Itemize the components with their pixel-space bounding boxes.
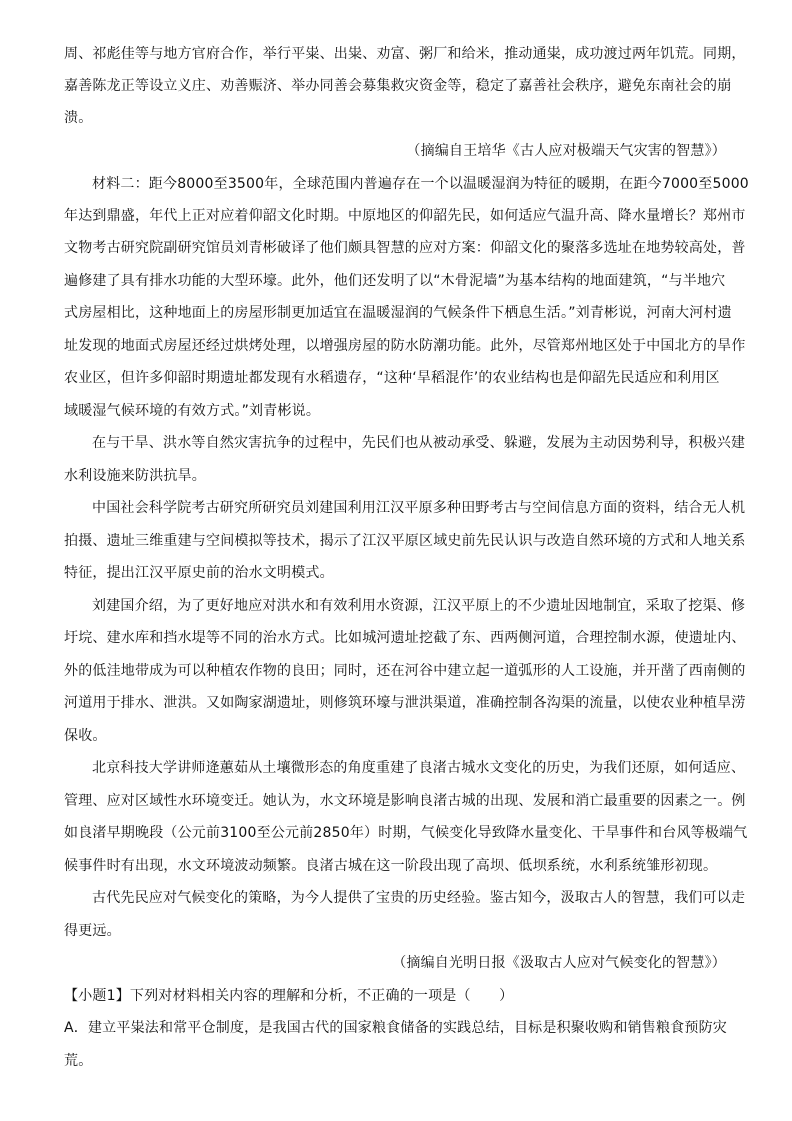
question-stem: 【小题1】下列对材料相关内容的理解和分析，不正确的一项是（ ）: [64, 988, 514, 1004]
body-line: 北京科技大学讲师逄蕙茹从土壤微形态的角度重建了良渚古城水文变化的历史，为我们还原，如何适应、: [92, 760, 746, 776]
source-citation: （摘编自王培华《古人应对极端天气灾害的智慧》）: [406, 143, 726, 159]
body-line: 中国社会科学院考古研究所研究员刘建国利用江汉平原多种田野考古与空间信息方面的资料，结合无人机: [92, 500, 746, 516]
body-line: 文物考古研究院副研究馆员刘青彬破译了他们颇具智慧的应对方案：仰韶文化的聚落多选址在地势较高处，普: [64, 240, 746, 256]
body-line: 式房屋相比，这种地面上的房屋形制更加适宜在温暖湿润的气候条件下栖息生活。”刘青彬说，河南大河村遗: [64, 305, 732, 321]
answer-option-a-continued: 荒。: [64, 1053, 93, 1069]
body-line: 农业区，但许多仰韶时期遗址都发现有水稻遗存，“这种‘旱稻混作’的农业结构也是仰韶先民适应和利用区: [64, 370, 720, 386]
body-line: 外的低洼地带成为可以种植农作物的良田；同时，还在河谷中建立起一道弧形的人工设施，并开凿了西南侧的: [64, 663, 746, 679]
body-line: 河道用于排水、泄洪。又如陶家湖遗址，则修筑环壕与泄洪渠道，准确控制各沟渠的流量，以使农业种植旱涝: [64, 695, 746, 711]
body-line: 在与干旱、洪水等自然灾害抗争的过程中，先民们也从被动承受、躲避，发展为主动因势利导，积极兴建: [92, 435, 746, 451]
body-line: 特征，提出江汉平原史前的治水文明模式。: [64, 565, 334, 581]
body-line: 材料二：距今8000至3500年，全球范围内普遍存在一个以温暖湿润为特征的暖期，在距今7000至5000: [92, 176, 749, 192]
body-line: 古代先民应对气候变化的策略，为今人提供了宝贵的历史经验。鉴古知今，汲取古人的智慧，我们可以走: [92, 890, 746, 906]
body-line: 水利设施来防洪抗旱。: [64, 468, 206, 484]
body-line: 保收。: [64, 728, 107, 744]
source-citation: （摘编自光明日报《汲取古人应对气候变化的智慧》）: [392, 955, 726, 971]
body-line: 刘建国介绍，为了更好地应对洪水和有效利用水资源，江汉平原上的不少遗址因地制宜，采取了挖渠、修: [92, 598, 746, 614]
body-line: 得更远。: [64, 923, 121, 939]
body-line: 管理、应对区域性水环境变迁。她认为，水文环境是影响良渚古城的出现、发展和消亡最重要的因素之一。例: [64, 793, 746, 809]
body-line: 年达到鼎盛，年代上正对应着仰韶文化时期。中原地区的仰韶先民，如何适应气温升高、降水量增长？郑州市: [64, 208, 746, 224]
body-line: 址发现的地面式房屋还经过烘烤处理，以增强房屋的防水防潮功能。此外，尽管郑州地区处于中国北方的旱作: [64, 338, 746, 354]
body-line: 周、祁彪佳等与地方官府合作，举行平粜、出粜、劝富、粥厂和给米，推动通粜，成功渡过两年饥荒。同期，: [64, 46, 746, 62]
body-line: 圩垸、建水库和挡水堤等不同的治水方式。比如城河遗址挖截了东、西两侧河道，合理控制水源，使遗址内、: [64, 630, 746, 646]
answer-option-a: A．建立平粜法和常平仓制度，是我国古代的国家粮食储备的实践总结，目标是积聚收购和销售粮食预防灾: [64, 1020, 727, 1036]
body-line: 遍修建了具有排水功能的大型环壕。此外，他们还发明了以“木骨泥墙”为基本结构的地面建筑，“与半地穴: [64, 273, 726, 289]
body-line: 嘉善陈龙正等设立义庄、劝善赈济、举办同善会募集救灾资金等，稳定了嘉善社会秩序，避免东南社会的崩: [64, 78, 732, 94]
body-line: 溃。: [64, 110, 93, 126]
body-line: 如良渚早期晚段（公元前3100至公元前2850年）时期，气候变化导致降水量变化、干旱事件和台风等极端气: [64, 825, 748, 841]
body-line: 域暖湿气候环境的有效方式。”刘青彬说。: [64, 403, 321, 419]
body-line: 拍摄、遗址三维重建与空间模拟等技术，揭示了江汉平原区域史前先民认识与改造自然环境的方式和人地关系: [64, 533, 746, 549]
body-line: 候事件时有出现，水文环境波动频繁。良渚古城在这一阶段出现了高坝、低坝系统，水利系统雏形初现。: [64, 858, 718, 874]
